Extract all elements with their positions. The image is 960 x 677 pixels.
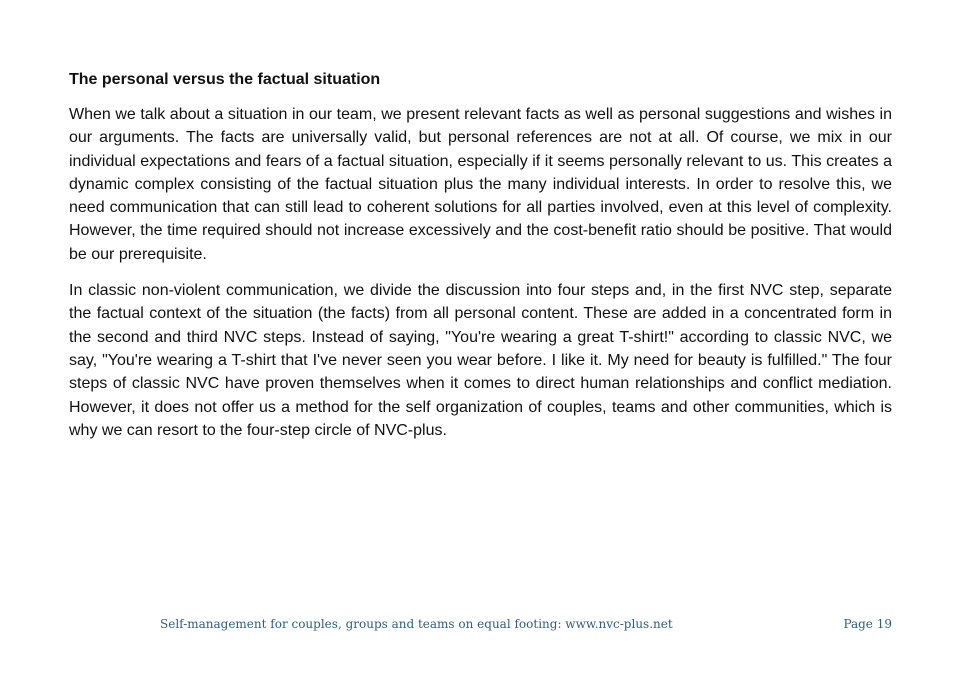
paragraph-2: In classic non-violent communication, we divide the discussion into four steps and, in the first NVC step, separate the factual context of the situation (the facts) from all personal content. These are added in a concentrated form in the second and third NVC steps. Instead of saying, "You're wearing a great T-shirt!" according to classic NVC, we say, "You're wearing a T-shirt that I've never seen you wear before. I like it. My need for beauty is fulfilled." The four steps of classic NVC have proven themselves when it comes to direct human relationships and conflict mediation. However, it does not offer us a method for the self organization of couples, teams and other communities, which is why we can resort to the four-step circle of NVC-plus.: [69, 282, 892, 439]
section-heading: The personal versus the factual situation: [69, 71, 381, 88]
paragraph-1: When we talk about a situation in our team, we present relevant facts as well as personal suggestions and wishes in our arguments. The facts are universally valid, but personal references are not at all. Of course, we mix in our individual expectations and fears of a factual situation, especially if it seems personally relevant to us. This creates a dynamic complex consisting of the factual situation plus the many individual interests. In order to resolve this, we need communication that can still lead to coherent solutions for all parties involved, even at this level of complexity. However, the time required should not increase excessively and the cost-benefit ratio should be positive. That would be our prerequisite.: [69, 106, 892, 263]
page-number: Page 19: [843, 617, 892, 631]
footer-text: Self-management for couples, groups and teams on equal footing: www.nvc-plus.net: [160, 617, 673, 631]
main-content: [69, 68, 892, 455]
